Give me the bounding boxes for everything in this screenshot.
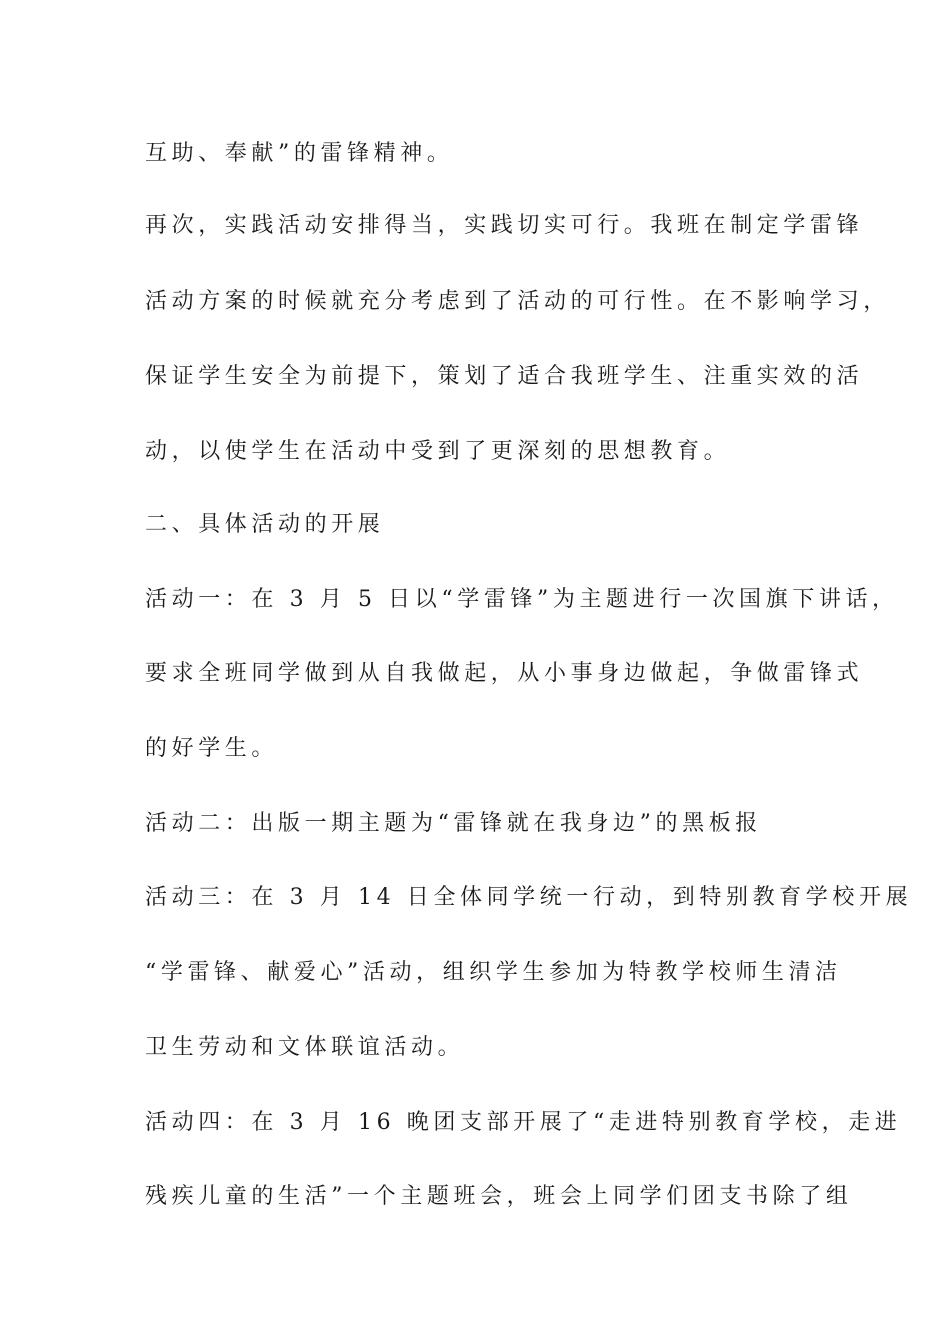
text-line: 要求全班同学做到从自我做起，从小事身边做起，争做雷锋式 <box>145 661 864 686</box>
text-line: 保证学生安全为前提下，策划了适合我班学生、注重实效的活 <box>145 364 864 389</box>
text-line: 活动二：出版一期主题为“雷锋就在我身边”的黑板报 <box>145 811 762 836</box>
text-line: 互助、奉献”的雷锋精神。 <box>145 141 454 166</box>
text-line: 活动方案的时候就充分考虑到了活动的可行性。在不影响学习， <box>145 289 890 314</box>
text-line: 活动四：在 3 月 16 晚团支部开展了“走进特别教育学校，走进 <box>145 1110 902 1135</box>
text-line: 的好学生。 <box>145 736 279 761</box>
text-line: 再次，实践活动安排得当，实践切实可行。我班在制定学雷锋 <box>145 213 864 238</box>
text-line: 卫生劳动和文体联谊活动。 <box>145 1035 465 1060</box>
text-line: 动，以使学生在活动中受到了更深刻的思想教育。 <box>145 439 731 464</box>
text-line: 残疾儿童的生活”一个主题班会，班会上同学们团支书除了组 <box>145 1184 853 1209</box>
text-line: “学雷锋、献爱心”活动，组织学生参加为特教学校师生清洁 <box>145 960 842 985</box>
text-line: 活动一：在 3 月 5 日以“学雷锋”为主题进行一次国旗下讲话， <box>145 587 899 612</box>
section-heading: 二、具体活动的开展 <box>145 512 385 537</box>
text-line: 活动三：在 3 月 14 日全体同学统一行动，到特别教育学校开展 <box>145 885 913 910</box>
